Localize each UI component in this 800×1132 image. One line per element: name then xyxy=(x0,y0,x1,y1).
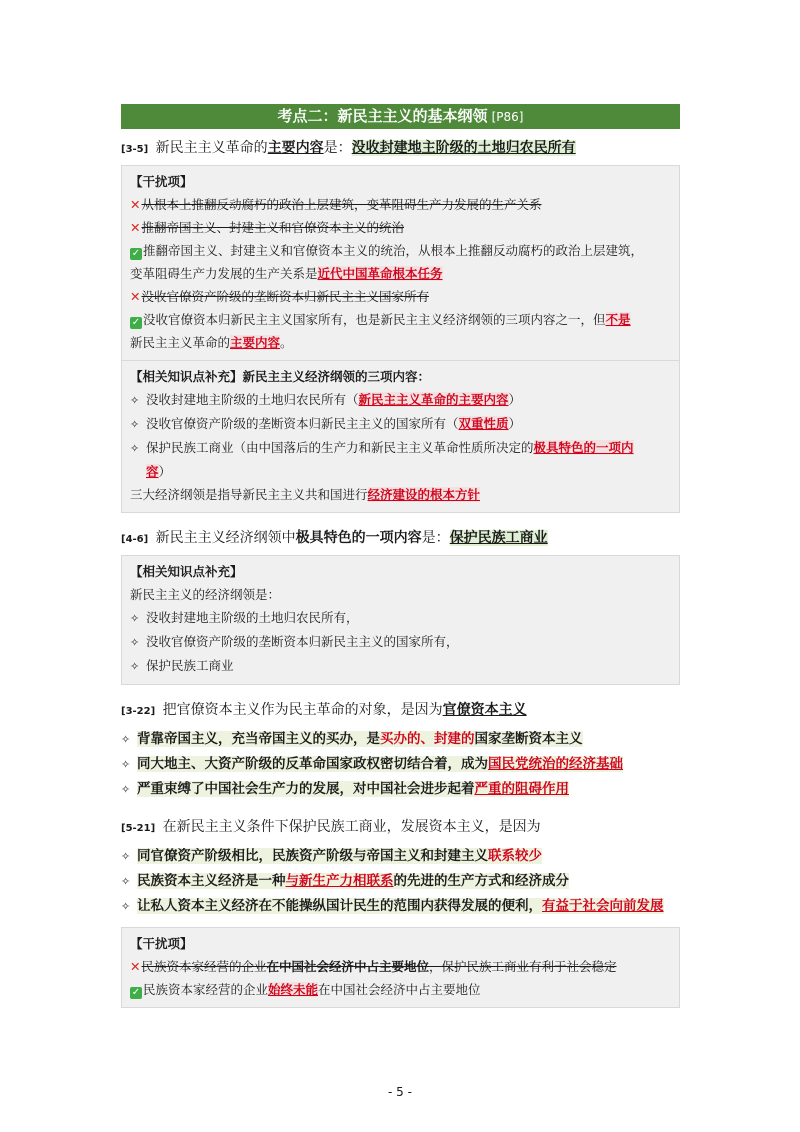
item-text: 变革阻碍生产力发展的生产关系是 xyxy=(130,266,318,281)
distractor-text: 没收官僚资产阶级的垄断资本归新民主主义国家所有 xyxy=(141,289,429,304)
red-highlight: 国民党统治的经济基础 xyxy=(488,756,623,772)
supplement-item-cont xyxy=(130,460,671,483)
red-highlight: 与新生产力相联系 xyxy=(285,873,394,889)
item-text: 国家垄断资本主义 xyxy=(474,731,583,747)
supplement-item xyxy=(130,436,671,460)
distractor-text: 民族资本家经营的企业 xyxy=(141,959,267,974)
diamond-bullet-icon: ✧ xyxy=(130,418,140,431)
item-text: 让私人资本主义经济在不能操纵国计民生的范围内获得发展的便利， xyxy=(137,898,542,914)
item-text: 没收封建地主阶级的土地归农民所有， xyxy=(146,610,359,625)
box-title: 【干扰项】 xyxy=(130,936,193,951)
question-key: 极具特色的一项内容 xyxy=(295,530,422,546)
check-mark-icon: ✓ xyxy=(131,987,141,998)
answer-highlight: 保护民族工商业 xyxy=(449,530,548,546)
answer-highlight: 没收封建地主阶级的土地归农民所有 xyxy=(351,140,576,156)
red-highlight: 经济建设的根本方针 xyxy=(367,487,481,502)
item-text: 民族资本主义经济是一种 xyxy=(137,873,286,889)
supplement-box xyxy=(121,361,680,513)
red-highlight: 极具特色的一项内 xyxy=(533,440,634,455)
spacer xyxy=(121,685,680,699)
supplement-item xyxy=(130,630,671,654)
question-text: 把官僚资本主义作为民主革命的对象，是因为 xyxy=(162,702,443,718)
item-text: ） xyxy=(508,392,522,407)
box-title: 【相关知识点补充】 xyxy=(130,564,243,579)
question-3-22 xyxy=(121,699,680,723)
supplement-item xyxy=(130,606,671,630)
red-highlight: 联系较少 xyxy=(488,848,542,864)
question-4-6 xyxy=(121,527,680,551)
item-text: 。 xyxy=(280,335,293,350)
item-text: 民族资本家经营的企业 xyxy=(143,982,269,997)
spacer xyxy=(121,919,680,927)
distractor-item xyxy=(130,193,671,216)
red-highlight: 不是 xyxy=(605,312,631,327)
distractor-key: 在中国社会经济中占主要地位 xyxy=(266,959,430,974)
question-3-5 xyxy=(121,137,680,161)
supplement-summary xyxy=(130,483,671,506)
distractor-text: 推翻帝国主义、封建主义和官僚资本主义的统治 xyxy=(141,220,404,235)
red-highlight: 主要内容 xyxy=(230,335,281,350)
reason-item xyxy=(121,727,680,752)
red-highlight: 近代中国革命根本任务 xyxy=(317,266,443,281)
question-5-21 xyxy=(121,816,680,840)
correct-item xyxy=(130,308,671,331)
item-text: 没收官僚资产阶级的垄断资本归新民主主义的国家所有（ xyxy=(146,416,459,431)
correct-item xyxy=(130,978,671,1001)
correct-item-cont xyxy=(130,262,671,285)
item-text: 没收封建地主阶级的土地归农民所有（ xyxy=(146,392,359,407)
item-text: 新民主主义革命的 xyxy=(130,335,231,350)
red-highlight: 容 xyxy=(146,464,159,479)
reason-item xyxy=(121,894,680,919)
item-text: 的先进的生产方式和经济成分 xyxy=(393,873,569,889)
diamond-bullet-icon: ✧ xyxy=(121,850,131,863)
reason-item xyxy=(121,752,680,777)
item-text: 背靠帝国主义，充当帝国主义的买办，是 xyxy=(137,731,380,747)
distractor-item xyxy=(130,216,671,239)
diamond-bullet-icon: ✧ xyxy=(130,612,140,625)
red-highlight: 双重性质 xyxy=(458,416,509,431)
supplement-item xyxy=(130,654,671,678)
item-text: 保护民族工商业（由中国落后的生产力和新民主主义革命性质所决定的 xyxy=(146,440,534,455)
red-highlight: 新民主主义革命的主要内容 xyxy=(358,392,509,407)
item-text: 同官僚资产阶级相比，民族资产阶级与帝国主义和封建主义 xyxy=(137,848,488,864)
cross-mark-icon: ✕ xyxy=(130,197,141,212)
reason-item xyxy=(121,869,680,894)
item-text: 严重束缚了中国社会生产力的发展，对中国社会进步起着 xyxy=(137,781,475,797)
item-text: 没收官僚资产阶级的垄断资本归新民主主义的国家所有， xyxy=(146,634,459,649)
spacer xyxy=(121,802,680,816)
distractor-item xyxy=(130,955,671,978)
check-mark-icon: ✓ xyxy=(131,317,141,328)
supplement-item xyxy=(130,388,671,412)
item-text: 在中国社会经济中占主要地位 xyxy=(318,982,481,997)
cross-mark-icon: ✕ xyxy=(130,959,141,974)
diamond-bullet-icon: ✧ xyxy=(130,636,140,649)
diamond-bullet-icon: ✧ xyxy=(130,442,140,455)
red-highlight: 买办的、封建的 xyxy=(380,731,475,747)
reason-item xyxy=(121,844,680,869)
distractor-text: 从根本上推翻反动腐朽的政治上层建筑，变革阻碍生产力发展的生产关系 xyxy=(141,197,542,212)
diamond-bullet-icon: ✧ xyxy=(121,758,131,771)
box-title: 【相关知识点补充】新民主主义经济纲领的三项内容： xyxy=(130,369,431,384)
check-mark-icon: ✓ xyxy=(131,248,141,259)
question-number: [3-22] xyxy=(121,706,156,717)
item-text: 保护民族工商业 xyxy=(146,658,234,673)
distractor-text: ，保护民族工商业有利于社会稳定 xyxy=(429,959,617,974)
item-text: ） xyxy=(158,464,172,479)
diamond-bullet-icon: ✧ xyxy=(121,875,131,888)
distractor-item xyxy=(130,285,671,308)
question-number: [3-5] xyxy=(121,144,149,155)
question-key: 主要内容 xyxy=(267,140,324,156)
document-page xyxy=(121,104,680,1008)
cross-mark-icon: ✕ xyxy=(130,289,141,304)
red-highlight: 有益于社会向前发展 xyxy=(542,898,664,914)
section-header xyxy=(121,104,680,129)
correct-item-cont xyxy=(130,331,671,354)
question-text: 在新民主主义条件下保护民族工商业，发展资本主义，是因为 xyxy=(162,819,541,835)
supplement-intro: 新民主主义的经济纲领是： xyxy=(130,587,281,602)
diamond-bullet-icon: ✧ xyxy=(121,783,131,796)
question-text: 是： xyxy=(323,140,352,156)
item-text: ） xyxy=(508,416,522,431)
section-title: 考点二：新民主主义的基本纲领 xyxy=(277,107,488,125)
question-key: 官僚资本主义 xyxy=(442,702,527,718)
page-number: - 5 - xyxy=(388,1085,412,1099)
question-number: [5-21] xyxy=(121,823,156,834)
cross-mark-icon: ✕ xyxy=(130,220,141,235)
item-text: 推翻帝国主义、封建主义和官僚资本主义的统治，从根本上推翻反动腐朽的政治上层建筑， xyxy=(143,243,644,258)
correct-item xyxy=(130,239,671,262)
page-reference: [P86] xyxy=(491,110,524,124)
item-text: 三大经济纲领是指导新民主主义共和国进行 xyxy=(130,487,368,502)
diamond-bullet-icon: ✧ xyxy=(121,900,131,913)
red-highlight: 始终未能 xyxy=(268,982,319,997)
diamond-bullet-icon: ✧ xyxy=(130,394,140,407)
box-title: 【干扰项】 xyxy=(130,174,193,189)
diamond-bullet-icon: ✧ xyxy=(130,660,140,673)
supplement-item xyxy=(130,412,671,436)
reason-item xyxy=(121,777,680,802)
red-highlight: 严重的阻碍作用 xyxy=(474,781,569,797)
distractor-box xyxy=(121,165,680,361)
question-text: 是： xyxy=(421,530,450,546)
spacer xyxy=(121,513,680,527)
distractor-box xyxy=(121,927,680,1008)
item-text: 没收官僚资本归新民主主义国家所有，也是新民主主义经济纲领的三项内容之一，但 xyxy=(143,312,606,327)
supplement-box xyxy=(121,555,680,685)
diamond-bullet-icon: ✧ xyxy=(121,733,131,746)
question-text: 新民主主义革命的 xyxy=(155,140,268,156)
question-text: 新民主主义经济纲领中 xyxy=(155,530,296,546)
question-number: [4-6] xyxy=(121,534,149,545)
item-text: 同大地主、大资产阶级的反革命国家政权密切结合着，成为 xyxy=(137,756,488,772)
